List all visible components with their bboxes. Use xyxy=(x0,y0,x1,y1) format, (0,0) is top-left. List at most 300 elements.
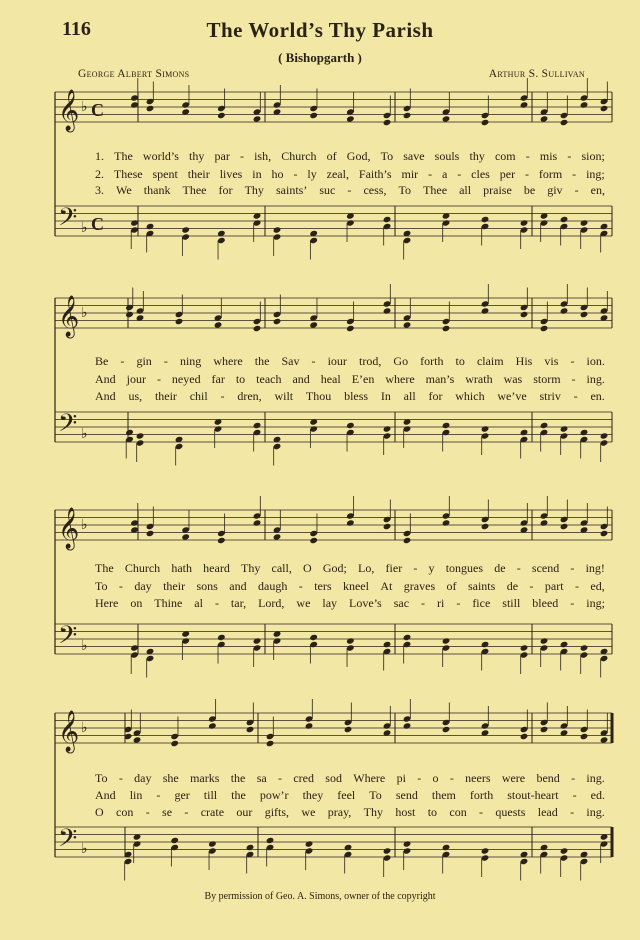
note-head xyxy=(246,851,255,858)
lyric-word: And xyxy=(95,372,116,386)
note-head xyxy=(309,105,318,112)
note-head xyxy=(181,533,190,540)
note-head xyxy=(560,722,569,729)
lyric-word: We xyxy=(116,183,132,197)
lyric-word: still xyxy=(502,596,521,610)
lyric-word: bend xyxy=(536,771,560,785)
note-head xyxy=(309,425,318,432)
lyric-word: com xyxy=(494,149,516,163)
lyric-word: y xyxy=(428,561,435,575)
lyric-line xyxy=(95,354,605,369)
lyric-word: which xyxy=(455,389,485,403)
lyric-word: saints’ xyxy=(275,183,308,197)
note-head xyxy=(253,512,262,519)
note-head xyxy=(600,523,609,530)
note-head xyxy=(383,523,392,530)
lyric-word: - xyxy=(570,354,575,368)
lyric-word: dren, xyxy=(237,389,262,403)
note-head xyxy=(403,112,412,119)
note-head xyxy=(540,318,549,325)
note-head xyxy=(560,216,569,223)
lyric-line xyxy=(95,579,605,594)
note-head xyxy=(266,844,275,851)
lyric-line xyxy=(95,561,605,576)
lyric-word: claim xyxy=(476,354,504,368)
lyric-word: kneel xyxy=(342,579,369,593)
lyric-word: ters xyxy=(314,579,332,593)
note-head xyxy=(520,733,529,740)
lyric-word: day xyxy=(134,771,152,785)
lyric-word: ish, xyxy=(254,149,272,163)
note-head xyxy=(217,230,226,237)
note-head xyxy=(540,519,549,526)
note-head xyxy=(305,722,314,729)
lyric-word: were xyxy=(501,771,526,785)
lyric-word: forth xyxy=(469,788,494,802)
note-head xyxy=(383,307,392,314)
lyric-word: cred xyxy=(293,771,314,785)
note-head xyxy=(600,729,609,736)
lyric-word: - xyxy=(278,771,283,785)
flat-icon: ♭ xyxy=(81,221,88,236)
note-head xyxy=(266,837,275,844)
lyric-word: heard xyxy=(203,561,230,575)
lyric-word: - xyxy=(156,372,161,386)
lyric-line xyxy=(95,372,605,387)
note-head xyxy=(540,512,549,519)
note-head xyxy=(266,733,275,740)
note-head xyxy=(181,630,190,637)
lyric-word: thy xyxy=(469,149,485,163)
note-head xyxy=(540,637,549,644)
note-head xyxy=(560,432,569,439)
note-head xyxy=(175,443,184,450)
lyric-word: And xyxy=(95,788,116,802)
note-head xyxy=(273,311,282,318)
lyric-word: al xyxy=(194,596,203,610)
lyric-line xyxy=(95,167,605,182)
note-head xyxy=(383,425,392,432)
lyric-word: per xyxy=(499,167,516,181)
treble-clef-icon: 𝄞 xyxy=(58,711,80,752)
note-head xyxy=(124,858,133,865)
note-head xyxy=(181,233,190,240)
note-head xyxy=(181,637,190,644)
note-head xyxy=(217,237,226,244)
note-head xyxy=(540,429,549,436)
lyric-word: part xyxy=(544,579,564,593)
note-head xyxy=(146,655,155,662)
note-head xyxy=(125,429,134,436)
note-head xyxy=(309,321,318,328)
note-head xyxy=(309,634,318,641)
lyric-word: sod xyxy=(325,771,342,785)
common-time-icon: C xyxy=(91,214,104,234)
note-head xyxy=(481,641,490,648)
lyric-word: she xyxy=(162,771,179,785)
note-head xyxy=(273,233,282,240)
note-head xyxy=(520,94,529,101)
lyric-word: E’en xyxy=(351,372,375,386)
lyric-line xyxy=(95,183,605,198)
lyric-word: - xyxy=(413,561,418,575)
note-head xyxy=(600,530,609,537)
common-time-icon: C xyxy=(91,100,104,120)
note-head xyxy=(273,318,282,325)
note-head xyxy=(540,219,549,226)
lyric-word: chil xyxy=(189,389,208,403)
note-head xyxy=(305,715,314,722)
lyric-word: on xyxy=(130,596,143,610)
bass-clef-icon: 𝄢 xyxy=(58,203,78,238)
lyric-word: To xyxy=(369,788,382,802)
lyric-word: And xyxy=(95,389,116,403)
lyric-word: and xyxy=(229,579,247,593)
note-head xyxy=(133,729,142,736)
note-head xyxy=(520,101,529,108)
note-head xyxy=(130,651,139,658)
note-head xyxy=(481,307,490,314)
note-head xyxy=(580,436,589,443)
note-head xyxy=(600,98,609,105)
note-head xyxy=(383,641,392,648)
note-head xyxy=(520,851,529,858)
lyric-word: to xyxy=(455,354,465,368)
note-head xyxy=(560,523,569,530)
treble-clef-icon: 𝄞 xyxy=(58,296,80,337)
lyric-word: ing; xyxy=(586,167,605,181)
lyric-word: their xyxy=(163,579,186,593)
note-head xyxy=(181,526,190,533)
note-head xyxy=(253,422,262,429)
lyric-word: pray, xyxy=(327,805,352,819)
note-head xyxy=(130,519,139,526)
note-head xyxy=(253,219,262,226)
treble-clef-icon: 𝄞 xyxy=(58,508,80,549)
note-head xyxy=(246,844,255,851)
lyric-word: - xyxy=(572,788,577,802)
lyric-word: To xyxy=(380,149,394,163)
lyric-word: God, xyxy=(346,149,371,163)
note-head xyxy=(208,715,217,722)
lyric-word: The xyxy=(95,561,114,575)
note-head xyxy=(309,530,318,537)
lyric-word: - xyxy=(516,561,521,575)
note-head xyxy=(540,851,549,858)
lyric-word: for xyxy=(218,183,233,197)
lyric-word: Faith’s xyxy=(358,167,392,181)
lyric-word: heal xyxy=(320,372,341,386)
note-head xyxy=(130,101,139,108)
note-head xyxy=(481,223,490,230)
note-head xyxy=(130,526,139,533)
lyric-word: ho xyxy=(271,167,284,181)
lyric-word: - xyxy=(525,149,530,163)
note-head xyxy=(273,630,282,637)
note-head xyxy=(600,840,609,847)
note-head xyxy=(346,325,355,332)
note-head xyxy=(403,641,412,648)
note-head xyxy=(346,212,355,219)
hymn-title: The World’s Thy Parish xyxy=(206,18,434,42)
lyric-word: These xyxy=(113,167,143,181)
lyric-word: their xyxy=(187,167,210,181)
lyric-word: pow’r xyxy=(259,788,289,802)
note-head xyxy=(246,726,255,733)
note-head xyxy=(383,847,392,854)
lyric-word: O xyxy=(95,805,104,819)
note-head xyxy=(600,307,609,314)
note-head xyxy=(383,729,392,736)
note-head xyxy=(580,101,589,108)
lyric-word: - xyxy=(417,771,422,785)
note-head xyxy=(560,648,569,655)
lyric-word: To xyxy=(398,183,412,197)
lyric-word: lay xyxy=(322,596,338,610)
note-head xyxy=(580,651,589,658)
note-head xyxy=(600,736,609,743)
lyric-word: scend xyxy=(531,561,560,575)
tune-name: ( Bishopgarth ) xyxy=(278,50,362,65)
note-head xyxy=(309,237,318,244)
note-head xyxy=(346,115,355,122)
flat-icon: ♭ xyxy=(81,427,88,442)
lyric-word: - xyxy=(449,771,454,785)
note-head xyxy=(481,119,490,126)
note-head xyxy=(181,108,190,115)
note-head xyxy=(520,304,529,311)
note-head xyxy=(344,719,353,726)
note-head xyxy=(600,648,609,655)
note-head xyxy=(442,637,451,644)
note-head xyxy=(481,847,490,854)
lyric-word: jour xyxy=(126,372,146,386)
note-head xyxy=(520,519,529,526)
composer-credit: Arthur S. Sullivan xyxy=(488,68,585,80)
lyric-word: mis xyxy=(539,149,558,163)
lyric-word: - xyxy=(573,389,578,403)
lyric-word: In xyxy=(380,389,391,403)
note-head xyxy=(481,216,490,223)
lyric-word: ing; xyxy=(586,596,605,610)
note-head xyxy=(481,112,490,119)
note-head xyxy=(600,314,609,321)
lyric-word: crate xyxy=(200,805,225,819)
lyric-word: storm xyxy=(533,372,561,386)
lyric-word: stout-heart xyxy=(507,788,559,802)
lyric-word: tar, xyxy=(230,596,247,610)
note-head xyxy=(383,119,392,126)
note-head xyxy=(217,641,226,648)
lyric-word: we xyxy=(296,596,311,610)
lyric-word: - xyxy=(239,149,244,163)
flat-icon: ♭ xyxy=(81,639,88,654)
note-head xyxy=(580,858,589,865)
note-head xyxy=(540,212,549,219)
lyric-word: Go xyxy=(393,354,409,368)
note-head xyxy=(580,94,589,101)
note-head xyxy=(344,844,353,851)
note-head xyxy=(217,112,226,119)
note-head xyxy=(346,422,355,429)
note-head xyxy=(133,833,142,840)
lyric-word: o xyxy=(432,771,439,785)
note-head xyxy=(305,847,314,854)
note-head xyxy=(560,119,569,126)
lyric-word: bleed xyxy=(532,596,559,610)
lyric-word: a xyxy=(442,167,448,181)
note-head xyxy=(403,634,412,641)
note-head xyxy=(309,418,318,425)
lyric-word: ed, xyxy=(590,579,605,593)
lyric-word: ly xyxy=(307,167,317,181)
lyric-word: ing. xyxy=(586,805,605,819)
note-head xyxy=(560,300,569,307)
lyric-word: par xyxy=(214,149,230,163)
lyric-word: - xyxy=(574,579,579,593)
lyric-word: Thy xyxy=(241,561,261,575)
note-head xyxy=(175,318,184,325)
lyric-word: host xyxy=(395,805,416,819)
lyric-word: save xyxy=(403,149,425,163)
lyric-word: Be xyxy=(95,354,109,368)
lyric-word: sac xyxy=(393,596,410,610)
note-head xyxy=(305,840,314,847)
lyric-line xyxy=(95,771,605,786)
note-head xyxy=(403,321,412,328)
lyric-word: thy xyxy=(189,149,205,163)
note-head xyxy=(266,740,275,747)
note-head xyxy=(481,425,490,432)
lyric-word: vis xyxy=(544,354,559,368)
note-head xyxy=(442,325,451,332)
lyric-line xyxy=(95,149,605,164)
note-head xyxy=(309,314,318,321)
note-head xyxy=(560,307,569,314)
note-head xyxy=(481,300,490,307)
note-head xyxy=(146,230,155,237)
note-head xyxy=(442,422,451,429)
note-head xyxy=(344,851,353,858)
page-number: 116 xyxy=(62,18,91,40)
lyric-word: en. xyxy=(590,389,605,403)
lyric-word: Church xyxy=(124,561,161,575)
note-head xyxy=(560,223,569,230)
lyric-word: teach xyxy=(256,372,282,386)
lyric-word: - xyxy=(118,579,123,593)
note-head xyxy=(580,644,589,651)
note-head xyxy=(540,325,549,332)
lyric-word: giv xyxy=(547,183,563,197)
note-head xyxy=(481,722,490,729)
lyric-word: neers xyxy=(465,771,491,785)
flat-icon: ♭ xyxy=(81,100,88,115)
note-head xyxy=(130,644,139,651)
note-head xyxy=(560,641,569,648)
note-head xyxy=(442,318,451,325)
lyric-line xyxy=(95,596,605,611)
note-head xyxy=(208,722,217,729)
note-head xyxy=(600,833,609,840)
lyric-word: bless xyxy=(344,389,369,403)
lyric-word: lead xyxy=(537,805,558,819)
lyric-word: their xyxy=(154,389,177,403)
note-head xyxy=(540,844,549,851)
note-head xyxy=(273,637,282,644)
note-head xyxy=(175,311,184,318)
lyric-word: quests xyxy=(495,805,526,819)
lyric-word: - xyxy=(214,596,219,610)
note-head xyxy=(346,429,355,436)
note-head xyxy=(383,216,392,223)
note-head xyxy=(442,429,451,436)
note-head xyxy=(481,648,490,655)
lyric-word: cess, xyxy=(363,183,387,197)
lyric-word: the xyxy=(231,788,246,802)
lyric-word: ning xyxy=(179,354,202,368)
lyric-word: Thy xyxy=(363,805,383,819)
note-head xyxy=(383,722,392,729)
note-head xyxy=(442,219,451,226)
lyric-word: of xyxy=(326,149,337,163)
lyric-word: feel xyxy=(337,788,356,802)
lyric-word: The xyxy=(114,149,133,163)
lyric-word: all xyxy=(403,389,416,403)
note-head xyxy=(253,115,262,122)
note-head xyxy=(214,314,223,321)
lyric-word: - xyxy=(571,771,576,785)
lyric-word: Love’s xyxy=(349,596,382,610)
lyric-word: where xyxy=(213,354,243,368)
lyric-word: iour xyxy=(327,354,347,368)
note-head xyxy=(540,644,549,651)
treble-clef-icon: 𝄞 xyxy=(58,90,80,131)
lyric-word: - xyxy=(572,167,577,181)
note-head xyxy=(130,226,139,233)
lyric-word: thank xyxy=(143,183,171,197)
flat-icon: ♭ xyxy=(81,306,88,321)
note-head xyxy=(181,101,190,108)
note-head xyxy=(136,432,145,439)
note-head xyxy=(442,115,451,122)
note-head xyxy=(600,105,609,112)
lyric-word: be xyxy=(523,183,536,197)
lyric-word: Where xyxy=(353,771,386,785)
note-head xyxy=(246,719,255,726)
note-head xyxy=(346,108,355,115)
note-head xyxy=(600,655,609,662)
lyric-word: for xyxy=(428,389,443,403)
note-head xyxy=(124,726,133,733)
note-head xyxy=(403,237,412,244)
note-head xyxy=(481,523,490,530)
lyric-word: hath xyxy=(171,561,192,575)
note-head xyxy=(403,105,412,112)
note-head xyxy=(273,526,282,533)
lyric-word: ing! xyxy=(585,561,605,575)
note-head xyxy=(442,519,451,526)
lyric-word: praise xyxy=(483,183,512,197)
note-head xyxy=(580,851,589,858)
note-head xyxy=(383,432,392,439)
note-head xyxy=(344,726,353,733)
note-head xyxy=(253,108,262,115)
lyric-word: lives xyxy=(219,167,243,181)
lyric-word: day xyxy=(134,579,152,593)
lyric-word: - xyxy=(145,805,150,819)
lyric-word: - xyxy=(293,167,298,181)
note-head xyxy=(403,722,412,729)
